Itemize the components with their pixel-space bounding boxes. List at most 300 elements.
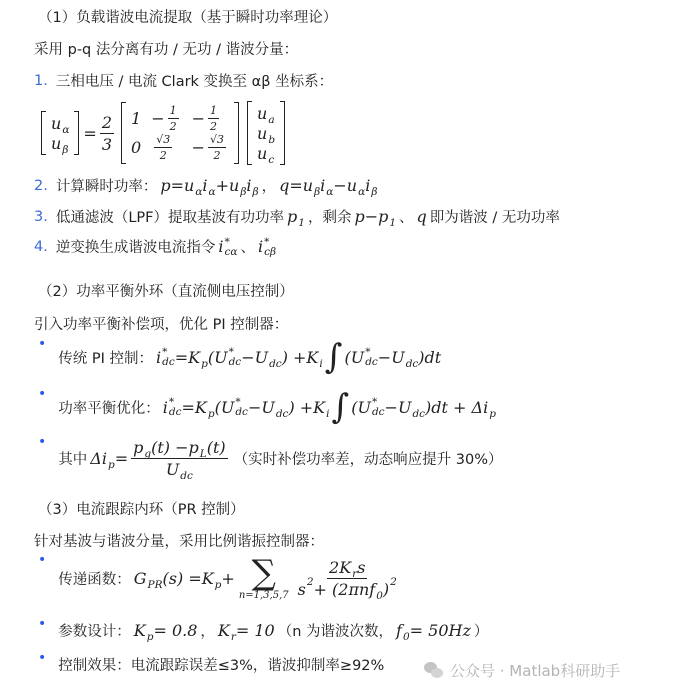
math-subscript: dc: [371, 406, 385, 418]
math-subscript: dc: [269, 357, 282, 370]
math-base: K: [306, 347, 319, 367]
math-base: =: [114, 449, 129, 468]
math-token: [221, 397, 248, 417]
matrix-column: [252, 103, 280, 166]
math-subscript: 1: [389, 217, 397, 229]
math-base: −: [384, 397, 398, 417]
math-token: [323, 337, 345, 377]
math-base: i: [246, 176, 252, 195]
fraction-denominator: [212, 148, 223, 162]
math-subscript: β: [252, 186, 259, 198]
math-base: =: [289, 176, 303, 195]
fraction: [208, 133, 226, 162]
math-base: K: [201, 569, 214, 588]
bullet-item: [34, 336, 444, 377]
bullet-icon: •: [38, 650, 47, 666]
math-token: [151, 438, 188, 457]
math-subscript: p: [207, 407, 215, 420]
math-base: u: [229, 176, 240, 195]
math-subscript: dc: [365, 356, 378, 368]
math-superscript: *: [228, 346, 234, 358]
math-token: [306, 347, 323, 370]
math-token: [51, 133, 69, 156]
fraction-numerator: [208, 133, 226, 148]
list-number: 3.: [34, 208, 48, 225]
math-token: [194, 397, 215, 420]
math-token: [101, 449, 115, 471]
math-token: [339, 558, 358, 580]
math-base: U: [397, 397, 412, 417]
section2-heading: （2）功率平衡外环（直流侧电压控制）: [38, 284, 294, 300]
section1-heading: （1）负载谐波电流提取（基于瞬时功率理论）: [38, 10, 338, 26]
math-superscript: *: [371, 396, 378, 408]
list-item: [34, 70, 333, 91]
math-token: [257, 103, 275, 126]
math-base: −: [241, 347, 255, 367]
math-superscript: *: [224, 235, 230, 248]
sum-limits: n=1,3,5,7: [238, 590, 289, 601]
math-token: [182, 398, 195, 417]
math-base: f: [369, 580, 376, 599]
math-subscript: p: [107, 459, 115, 471]
section1-intro: 采用 p-q 法分离有功 / 无功 / 谐波分量：: [34, 42, 299, 58]
math-token: [131, 109, 141, 128]
math-subscript: r: [230, 631, 236, 643]
matrix-cell: [151, 133, 175, 162]
fraction-denominator: [296, 576, 399, 602]
math-base: = 0.8: [153, 621, 198, 640]
math-token: [320, 176, 334, 198]
math-base: p: [133, 438, 144, 457]
math-base: =: [174, 347, 189, 367]
math-token: [418, 348, 441, 367]
list-item: [34, 175, 380, 196]
bullet-icon: •: [38, 336, 47, 352]
math-base: −: [191, 138, 205, 157]
math-base: −: [247, 397, 262, 417]
fraction: [100, 113, 114, 154]
math-base: U: [214, 347, 228, 367]
math-base: −: [364, 207, 379, 226]
math-token: [248, 398, 261, 417]
math-expression: [160, 176, 259, 198]
fraction-numerator: [327, 558, 367, 579]
math-subscript: dc: [162, 356, 175, 368]
math-base: −: [377, 347, 392, 367]
section3-heading: （3）电流跟踪内环（PR 控制）: [38, 502, 245, 518]
matrix: [247, 101, 285, 165]
math-base: U: [350, 347, 365, 367]
line-text: 逆变换生成谐波电流指令: [55, 240, 216, 256]
bullet-icon: •: [38, 552, 47, 568]
math-token: [90, 449, 102, 468]
math-base: u: [257, 143, 268, 163]
matrix-column: [126, 104, 146, 162]
math-token: [382, 576, 397, 599]
math-base: i: [257, 237, 264, 256]
bullet-icon: •: [38, 616, 47, 632]
matrix-cell: [131, 138, 141, 158]
math-base: 2: [101, 112, 112, 132]
math-base: U: [220, 397, 235, 417]
math-scripts: [235, 397, 248, 417]
math-token: [210, 120, 217, 133]
math-token: [261, 397, 289, 420]
math-base: 1: [131, 109, 142, 128]
line-text: 功率平衡优化：: [58, 400, 160, 417]
math-token: [160, 149, 167, 162]
line-text: 控制效果：电流跟踪误差≤3%，谐波抑制率≥92%: [58, 658, 385, 674]
fraction-numerator: [100, 113, 114, 134]
math-token: [369, 580, 383, 602]
math-base: f: [396, 621, 402, 640]
list-number: 4.: [34, 238, 48, 255]
math-base: 2: [213, 149, 221, 162]
math-base: u: [51, 133, 62, 153]
math-base: i: [218, 237, 224, 256]
fraction-numerator: [154, 133, 172, 148]
math-subscript: dc: [275, 407, 289, 420]
math-token: [397, 397, 426, 420]
math-base: −: [333, 176, 347, 195]
math-token: [83, 124, 96, 143]
bullet-item: [34, 434, 503, 482]
math-subscript: dc: [412, 407, 426, 420]
math-base: (: [207, 347, 215, 367]
math-superscript: *: [264, 235, 270, 248]
math-token: [378, 207, 397, 229]
math-base: u: [302, 176, 314, 195]
math-token: [202, 176, 216, 198]
math-subscript: dc: [405, 357, 419, 370]
math-base: U: [357, 397, 371, 417]
math-base: =: [181, 397, 195, 417]
bullet-item: [34, 650, 385, 675]
math-token: [357, 397, 384, 417]
matrix-cell: [257, 123, 276, 146]
matrix: [41, 111, 79, 155]
math-token: [241, 348, 254, 367]
math-base: 2: [210, 120, 217, 133]
math-expression: [133, 621, 198, 643]
line-text: 、: [240, 240, 255, 256]
math-base: p: [287, 207, 298, 226]
math-token: [378, 348, 391, 367]
math-base: s: [357, 558, 366, 577]
math-subscript: PR: [147, 579, 163, 591]
math-base: K: [217, 621, 230, 640]
math-subscript: b: [268, 133, 276, 146]
math-token: [333, 176, 346, 195]
line-text: 其中: [58, 452, 88, 468]
math-subscript: dc: [180, 470, 193, 482]
math-base: q: [416, 207, 427, 226]
math-base: ): [382, 580, 390, 599]
math-superscript: 2: [306, 576, 314, 588]
math-subscript: p: [489, 407, 496, 420]
math-base: 1: [210, 104, 217, 117]
math-base: ) +: [288, 397, 314, 417]
math-token: [214, 149, 221, 162]
math-base: 0: [131, 138, 142, 157]
math-base: =: [83, 123, 97, 143]
math-token: [156, 347, 175, 367]
math-token: [236, 621, 275, 640]
section3-intro: 针对基波与谐波分量，采用比例谐振控制器：: [34, 534, 324, 550]
math-token: [188, 347, 208, 370]
math-base: p: [354, 207, 365, 226]
matrix-column: [46, 113, 74, 156]
math-base: (: [344, 347, 351, 367]
math-token: [217, 621, 236, 643]
math-base: (: [351, 397, 358, 417]
math-token: [163, 397, 182, 417]
math-subscript: dc: [235, 406, 248, 418]
math-base: K: [313, 397, 326, 417]
math-expression: [417, 207, 427, 226]
line-text: ，: [261, 179, 277, 195]
math-token: [163, 569, 202, 588]
math-base: i: [483, 397, 489, 417]
math-subscript: cα: [224, 245, 238, 258]
line-text: ，: [200, 624, 215, 640]
line-text: 传统 PI 控制：: [58, 350, 154, 367]
line-text: 即为谐波 / 无功功率: [429, 210, 560, 226]
math-subscript: β: [371, 186, 378, 198]
math-subscript: α: [358, 186, 366, 198]
math-subscript: dc: [168, 406, 182, 418]
list-item: [34, 206, 560, 227]
math-base: 2: [329, 558, 340, 577]
math-token: [133, 569, 163, 591]
math-base: +: [221, 569, 235, 588]
math-token: [391, 347, 419, 370]
bullet-item: [34, 552, 405, 602]
line-text: ，剩余: [307, 210, 352, 226]
bullet-icon: •: [38, 434, 47, 450]
integral-symbol: ∫: [331, 387, 350, 427]
matrix-cell: [51, 113, 70, 136]
math-subscript: dc: [228, 356, 242, 368]
math-expression: [258, 237, 276, 257]
math-base: u: [184, 176, 195, 195]
math-base: q: [279, 176, 290, 195]
math-scripts: [264, 237, 276, 257]
math-base: u: [257, 103, 268, 123]
math-subscript: i: [326, 407, 330, 420]
math-expression: [90, 438, 230, 482]
math-base: −: [151, 109, 165, 128]
math-subscript: g: [144, 448, 152, 460]
math-base: i: [365, 176, 371, 195]
math-token: [165, 460, 193, 482]
math-token: [201, 569, 222, 591]
math-token: [192, 109, 205, 128]
math-token: [216, 176, 229, 195]
math-expression: [354, 207, 397, 229]
fraction-denominator: [208, 119, 219, 133]
fraction-denominator: [100, 134, 114, 154]
math-token: [51, 113, 70, 136]
math-token: [156, 133, 170, 146]
sum-symbol: ∑: [251, 553, 276, 593]
math-base: K: [188, 347, 201, 367]
math-scripts: [372, 397, 385, 417]
math-base: U: [391, 347, 405, 367]
math-base: 2: [169, 120, 177, 133]
math-token: [365, 176, 378, 198]
math-token: [417, 207, 427, 226]
math-token: [289, 176, 302, 195]
math-token: [257, 143, 275, 166]
math-subscript: L: [199, 448, 207, 460]
math-base: p: [188, 438, 199, 457]
math-base: (t) −: [151, 438, 189, 457]
math-token: [365, 207, 378, 226]
math-token: [210, 133, 224, 146]
math-token: [329, 558, 339, 577]
math-base: (t): [206, 438, 226, 457]
math-token: [151, 109, 164, 128]
fraction: [296, 558, 399, 602]
math-token: [287, 207, 305, 229]
math-token: [214, 347, 241, 367]
math-base: U: [254, 347, 269, 367]
math-token: [354, 207, 364, 226]
math-token: [302, 176, 321, 198]
math-base: = 50Hz: [409, 621, 471, 640]
math-base: )dt + Δ: [425, 397, 484, 417]
math-token: [175, 348, 188, 367]
clark-equation: [34, 98, 292, 168]
math-expression: [37, 101, 289, 165]
math-base: (s) =: [162, 569, 202, 588]
line-text: 三相电压 / 电流 Clark 变换至 αβ 坐标系：: [55, 74, 334, 90]
math-token: [229, 176, 247, 198]
math-token: [171, 176, 184, 195]
math-token: [258, 237, 276, 257]
math-base: p: [160, 176, 171, 195]
math-subscript: i: [319, 357, 323, 370]
fraction-denominator: [158, 148, 169, 162]
math-subscript: α: [208, 186, 216, 198]
math-subscript: p: [146, 631, 154, 643]
math-token: [246, 176, 259, 198]
math-base: i: [320, 176, 326, 195]
list-item: [34, 236, 279, 257]
math-base: =: [170, 176, 184, 195]
matrix: [121, 102, 239, 164]
math-token: [288, 398, 313, 417]
math-token: [133, 438, 152, 460]
math-subscript: p: [201, 357, 208, 370]
bullet-item: [34, 616, 489, 643]
math-scripts: [229, 347, 242, 367]
math-subscript: β: [240, 186, 247, 198]
math-subscript: β: [62, 143, 69, 156]
math-token: [346, 176, 366, 198]
matrix-cell: [257, 103, 275, 126]
math-token: [282, 348, 307, 367]
math-token: [207, 438, 226, 457]
math-base: + (2πn: [313, 580, 370, 599]
watermark: [424, 660, 620, 681]
math-base: K: [133, 621, 146, 640]
math-token: [351, 347, 378, 367]
math-base: s: [297, 580, 306, 599]
math-subscript: r: [352, 568, 358, 580]
math-base: (: [214, 397, 221, 417]
integral-symbol: ∫: [324, 337, 343, 377]
line-text: 参数设计：: [58, 624, 131, 640]
math-token: [410, 621, 471, 640]
math-base: Δ: [90, 449, 102, 468]
math-subscript: p: [214, 579, 222, 591]
math-base: √3: [156, 133, 171, 146]
line-text: （n 为谐波次数，: [277, 624, 394, 640]
math-expression: [133, 553, 402, 602]
math-base: −: [191, 109, 205, 128]
math-subscript: cβ: [264, 245, 277, 258]
math-token: [297, 576, 314, 599]
math-scripts: [365, 347, 378, 367]
math-token: [131, 138, 141, 157]
fraction-denominator: [168, 119, 179, 133]
math-token: [184, 176, 203, 198]
math-expression: [162, 387, 496, 427]
fraction-numerator: [131, 438, 228, 459]
math-token: [170, 104, 177, 117]
math-base: = 10: [235, 621, 275, 640]
math-base: p: [378, 207, 389, 226]
matrix-column: [187, 104, 234, 162]
matrix-cell: [257, 143, 275, 166]
fraction-numerator: [208, 104, 219, 119]
fraction: [208, 104, 219, 133]
math-base: +: [215, 176, 230, 195]
math-superscript: *: [365, 346, 371, 358]
math-base: G: [133, 569, 147, 588]
matrix-cell: [192, 133, 229, 162]
fraction-numerator: [168, 104, 179, 119]
math-token: [170, 120, 177, 133]
math-base: 2: [159, 149, 167, 162]
wechat-icon: [424, 662, 444, 679]
fraction: [154, 133, 172, 162]
math-expression: [279, 176, 378, 198]
math-base: K: [339, 558, 352, 577]
math-subscript: α: [326, 186, 334, 198]
math-base: u: [257, 123, 268, 143]
math-subscript: α: [62, 123, 70, 136]
math-superscript: *: [168, 396, 175, 408]
matrix-cell: [51, 133, 69, 156]
math-base: 1: [169, 104, 177, 117]
math-expression: [217, 621, 275, 643]
math-base: u: [346, 176, 358, 195]
list-number: 1.: [34, 72, 48, 89]
math-token: [210, 104, 217, 117]
math-token: [221, 569, 234, 588]
math-base: √3: [210, 133, 225, 146]
matrix-cell: [192, 104, 222, 133]
math-base: ) +: [281, 347, 307, 367]
math-subscript: β: [314, 186, 321, 198]
line-text: 、: [399, 210, 414, 226]
math-expression: [396, 621, 471, 643]
math-superscript: *: [235, 396, 241, 408]
math-expression: [156, 337, 442, 377]
